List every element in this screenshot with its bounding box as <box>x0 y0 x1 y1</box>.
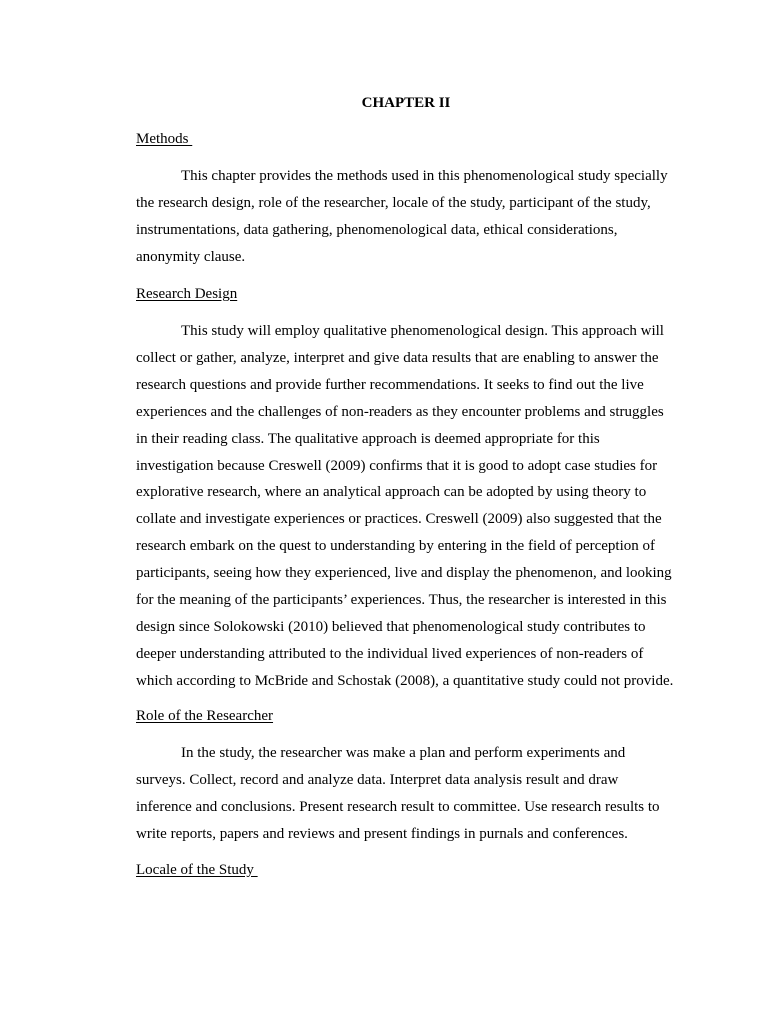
section-heading-role-of-researcher <box>136 707 681 725</box>
paragraph-research-design: This study will employ qualitative phenomenological design. This approach will collect or gather, analyze, interpret and give data results that are enabling to answer the research questions and provide further recommendations. It seeks to find out the live experiences and the challenges of non-readers as they encounter problems and struggles in their reading class. The qualitative approach is deemed appropriate for this investigation because Creswell (2009) confirms that it is good to adopt case studies for explorative research, where an analytical approach can be adopted by using theory to collate and investigate experiences or practices. Creswell (2009) also suggested that the research embark on the quest to understanding by entering in the field of perception of participants, seeing how they experienced, live and display the phenomenon, and looking for the meaning of the participants’ experiences. Thus, the researcher is interested in this design since Solokowski (2010) believed that phenomenological study contributes to deeper understanding attributed to the individual lived experiences of non-readers of which according to McBride and Schostak (2008), a quantitative study could not provide. <box>136 323 674 689</box>
section-heading-locale <box>136 861 681 879</box>
heading-methods: Methods <box>136 131 193 147</box>
heading-locale-of-study: Locale of the Study <box>136 862 258 878</box>
section-body-research-design <box>136 318 681 695</box>
paragraph-methods: This chapter provides the methods used in this phenomenological study specially the research design, role of the researcher, locale of the study, participant of the study, instrumentations, data gathering, phenomenological data, ethical considerations, anonymity clause. <box>136 168 668 265</box>
paragraph-role-of-researcher: In the study, the researcher was make a plan and perform experiments and surveys. Collect, record and analyze data. Interpret data analysis result and draw inference and conclusions. Present research result to committee. Use research results to write reports, papers and reviews and present findings in purnals and conferences. <box>136 745 660 842</box>
section-body-methods <box>136 163 681 271</box>
section-heading-methods <box>136 130 681 148</box>
chapter-title: CHAPTER II <box>361 95 451 111</box>
heading-research-design: Research Design <box>136 286 238 302</box>
section-body-role-of-researcher <box>136 740 681 848</box>
heading-role-of-researcher: Role of the Researcher <box>136 708 274 724</box>
section-heading-research-design <box>136 285 681 303</box>
